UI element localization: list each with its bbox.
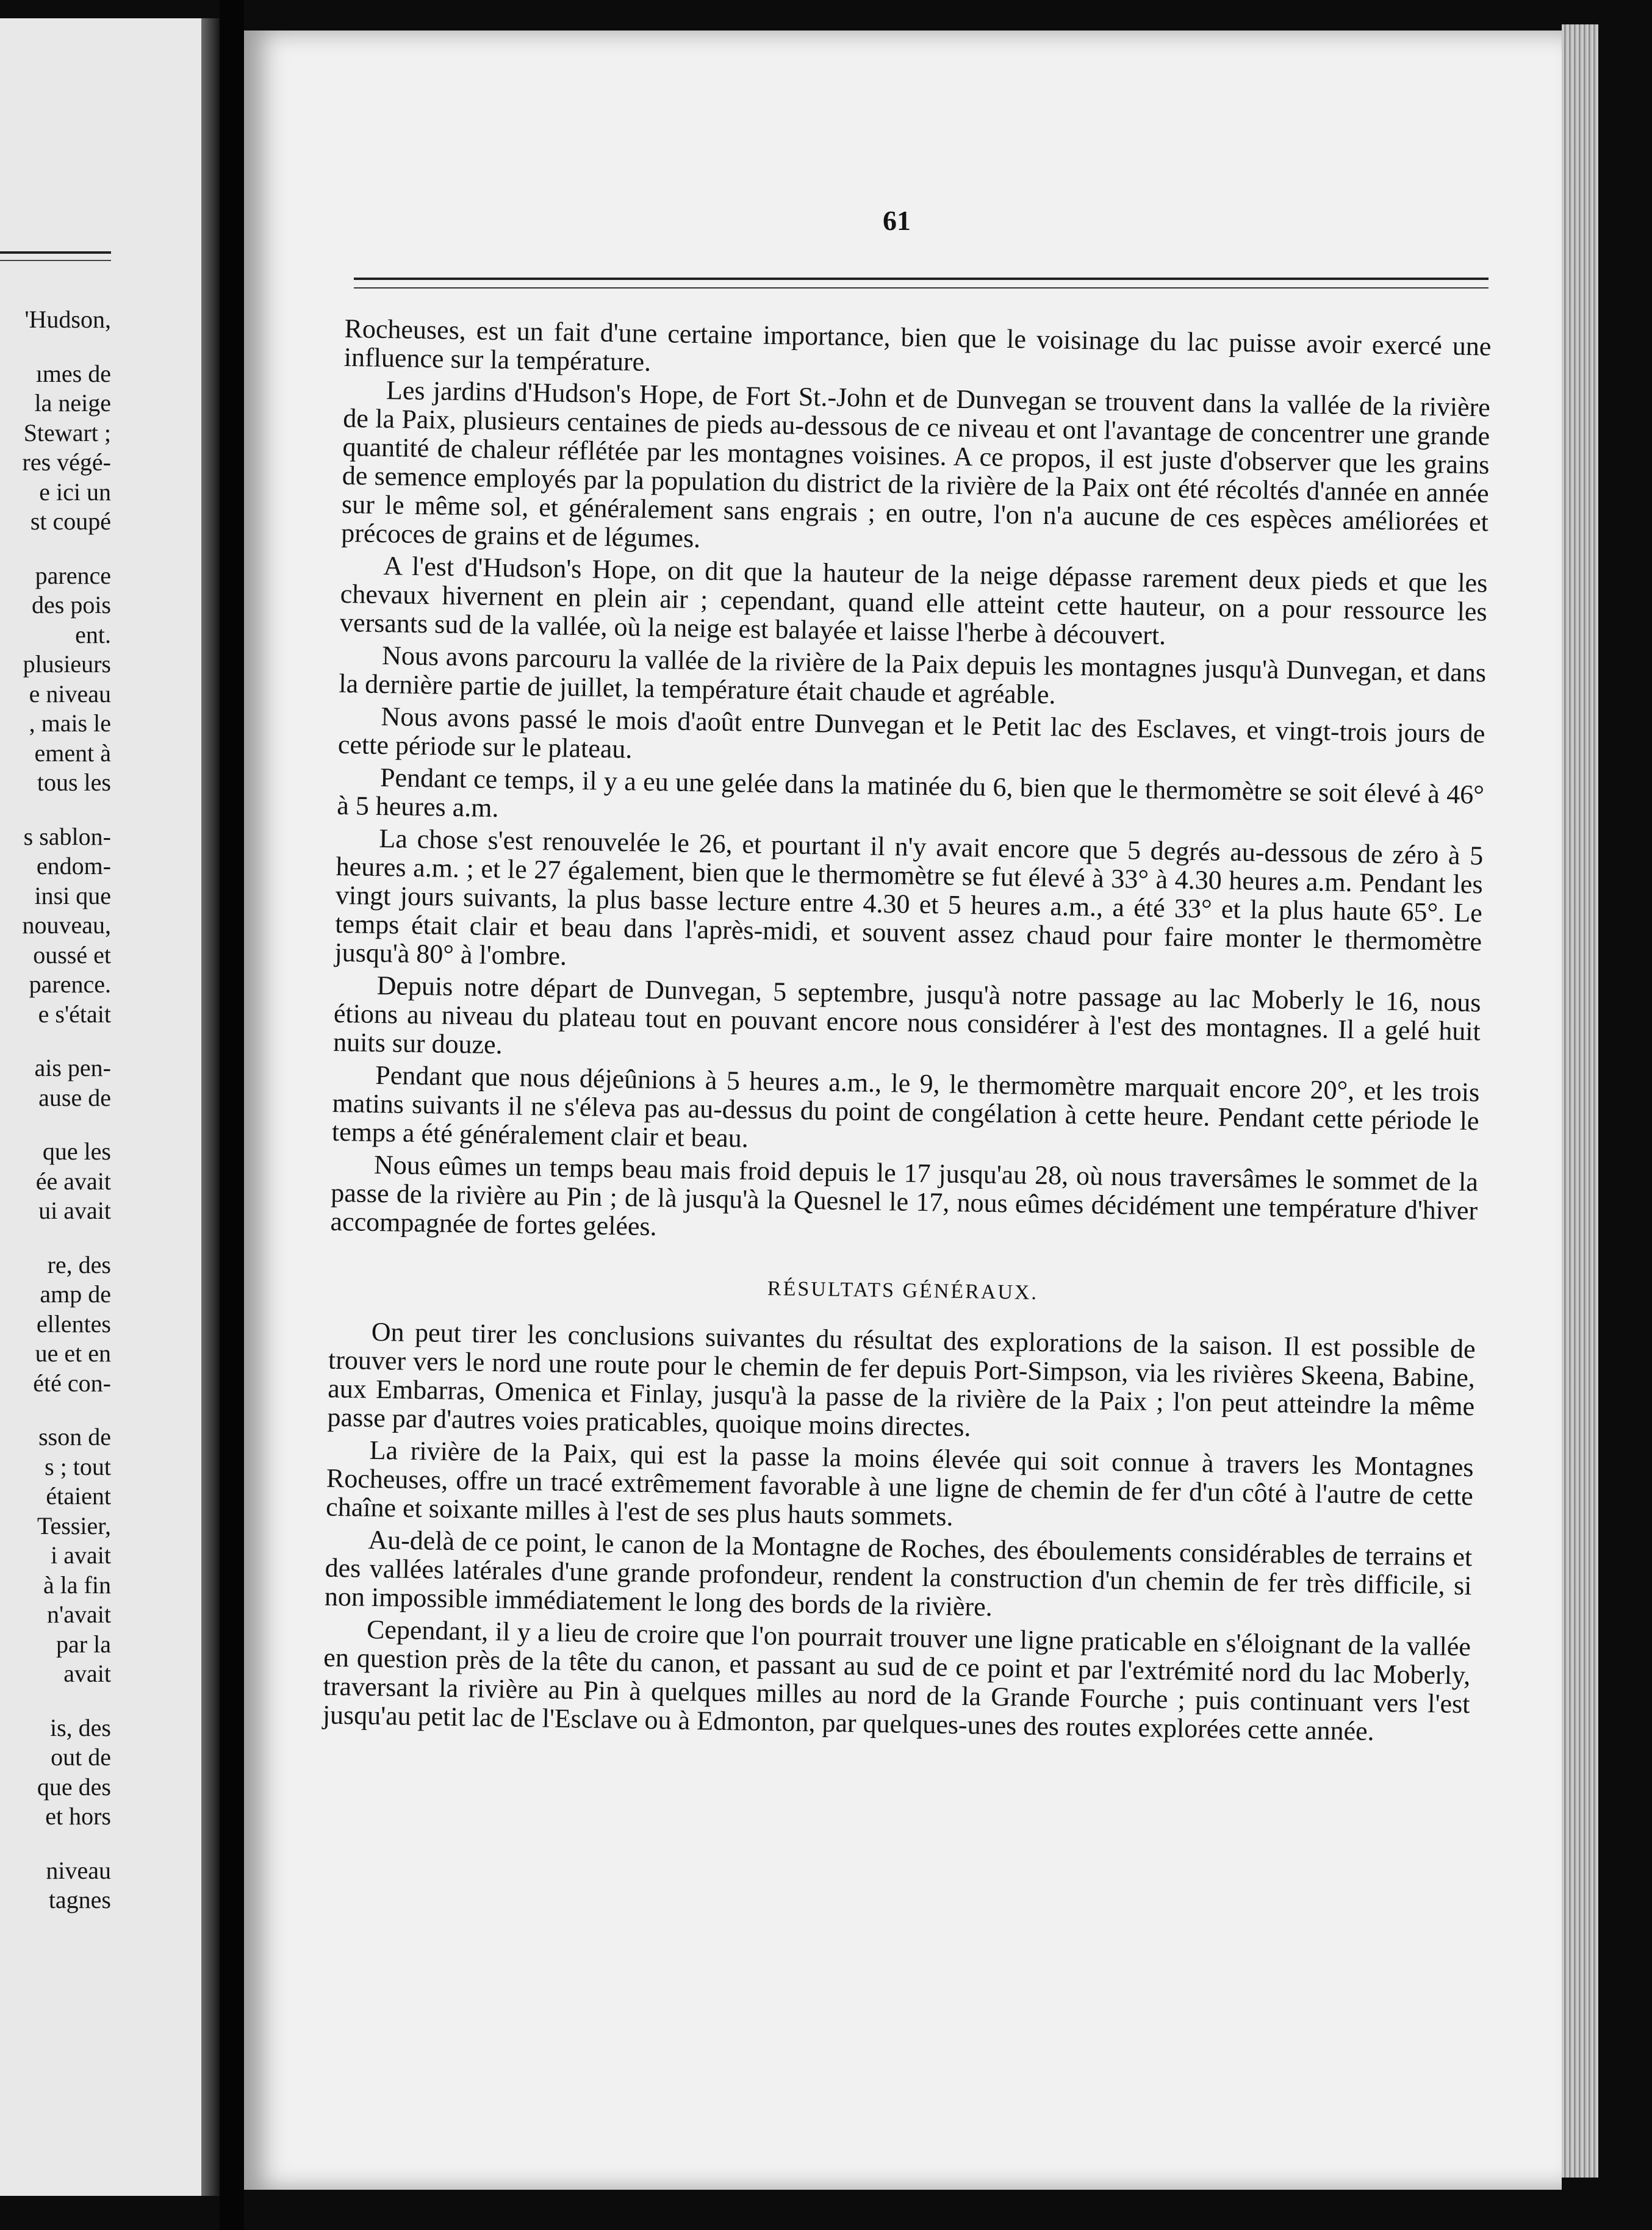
left-page-gap xyxy=(0,1398,111,1422)
left-page-gap xyxy=(0,537,111,561)
left-page-line: 'Hudson, xyxy=(24,306,111,333)
left-page-line: out de xyxy=(51,1743,111,1771)
section-heading: RÉSULTATS GÉNÉRAUX. xyxy=(767,1277,1039,1305)
left-page-line: des pois xyxy=(32,591,111,618)
paragraph-2: Les jardins d'Hudson's Hope, de Fort St.-John et de Dunvegan se trouvent dans la vallée de la rivière de la Paix, plusieurs centaines de pieds au-dessous de ce niveau et ont l'avantage de concentrer une grande quantité de chaleur réflétée par les montagnes voisines. A ce propos, il est juste d'observer que les grains de semence employés par la population du district de la rivière de la Paix ont été récoltés d'année en année sur le même sol, et généralement sans engrais ; en outre, l'on n'a aucune de ces espèces améliorées et précoces de grains et de légumes. xyxy=(340,375,1491,554)
left-page-line: oussé et xyxy=(33,941,111,969)
left-page-line: parence xyxy=(35,561,111,589)
left-page-gap xyxy=(0,335,111,359)
left-page-line: ımes de xyxy=(35,359,111,387)
page-number: 61 xyxy=(883,205,911,236)
left-page-line: sson de xyxy=(38,1423,111,1450)
left-page-gap xyxy=(0,1226,111,1250)
left-page-header-rule xyxy=(0,251,111,261)
paragraph-5: Nous avons passé le mois d'août entre Dunvegan et le Petit lac des Esclaves, et vingt-trois jours de cette période sur le plateau. xyxy=(337,701,1485,764)
left-page-line: Tessier, xyxy=(37,1511,111,1540)
left-page-line: st coupé xyxy=(30,507,111,535)
left-page-line: n'avait xyxy=(47,1601,111,1628)
left-page-line: e ici un xyxy=(39,478,111,506)
main-page xyxy=(244,30,1562,2190)
book-spine xyxy=(220,0,244,2230)
left-facing-page xyxy=(0,18,227,2196)
left-page-line: que les xyxy=(42,1138,111,1165)
left-page-line: endom- xyxy=(36,852,111,880)
paragraph-7: La chose s'est renouvelée le 26, et pourtant il n'y avait encore que 5 degrés au-dessous de zéro à 5 heures a.m. ; et le 27 également, bien que le thermomètre se fut élevé à 33° à 4.30 heures a.m. Pendant les vingt jours suivants, la plus basse lecture entre 4.30 et 5 heures a.m., a été 33° et la plus haute 65°. Le temps était clair et beau dans l'après-midi, et souvent assez chaud pour faire monter le thermomètre jusqu'à 80° à l'ombre. xyxy=(334,823,1484,971)
left-page-line: s ; tout xyxy=(45,1452,111,1480)
left-page-line: avait xyxy=(63,1660,111,1687)
left-page-line: s sablon- xyxy=(23,822,111,850)
left-page-line: ellentes xyxy=(36,1310,111,1338)
left-page-line: plusieurs xyxy=(23,650,111,678)
left-page-line: re, des xyxy=(47,1250,111,1278)
left-page-line: insi que xyxy=(34,881,111,909)
left-page-line: ement à xyxy=(34,739,111,767)
left-page-line: e niveau xyxy=(29,679,111,708)
left-page-line: ue et en xyxy=(35,1339,111,1367)
left-page-text-fragments xyxy=(0,305,111,1915)
left-page-gap xyxy=(0,1113,111,1137)
left-page-line: e s'était xyxy=(38,1000,111,1028)
paragraph-9: Pendant que nous déjeûnions à 5 heures a.m., le 9, le thermomètre marquait encore 20°, et les trois matins suivants il ne s'éleva pas au-dessus du point de congélation à cette heure. Pendant cette période le temps a été généralement clair et beau. xyxy=(331,1059,1480,1153)
left-page-line: été con- xyxy=(33,1369,111,1397)
left-page-line: tagnes xyxy=(48,1886,111,1913)
left-page-gap xyxy=(0,798,111,822)
left-page-line: ui avait xyxy=(38,1197,111,1224)
left-page-line: par la xyxy=(56,1630,111,1658)
left-page-line: que des xyxy=(37,1773,111,1801)
left-page-line: parence. xyxy=(29,970,111,998)
paragraph-4: Nous avons parcouru la vallée de la rivière de la Paix depuis les montagnes jusqu'à Dunvegan, et dans la dernière partie de juillet, la température était chaude et agréable. xyxy=(339,640,1487,710)
paragraph-10: Nous eûmes un temps beau mais froid depuis le 17 jusqu'au 28, où nous traversâmes le sommet de la passe de la rivière au Pin ; de là jusqu'à la Quesnel le 17, nous eûmes décidément une température d'hiver accompagnée de fortes gelées. xyxy=(330,1149,1479,1242)
left-page-line: nouveau, xyxy=(22,911,111,939)
left-page-line: res végé- xyxy=(22,448,111,476)
left-page-line: tous les xyxy=(37,769,111,796)
left-page-line: ause de xyxy=(38,1083,111,1111)
left-page-line: i avait xyxy=(51,1541,111,1569)
left-page-line: la neige xyxy=(34,389,111,417)
left-page-line: amp de xyxy=(40,1280,111,1308)
left-page-gap xyxy=(0,1832,111,1856)
paragraph-3: A l'est d'Hudson's Hope, on dit que la hauteur de la neige dépasse rarement deux pieds et que les chevaux hivernent en plein air ; cependant, quand elle atteint cette hauteur, on a pour ressource les versants sud de la vallée, où la neige est balayée et laisse l'herbe à découvert. xyxy=(339,551,1488,651)
left-page-gap xyxy=(0,1689,111,1713)
body-text xyxy=(322,314,1491,1751)
page-stack-edges xyxy=(1562,24,1598,2178)
left-page-line: étaient xyxy=(46,1482,111,1510)
left-page-gap xyxy=(0,1029,111,1053)
left-page-line: niveau xyxy=(46,1856,111,1884)
paragraph-12: La rivière de la Paix, qui est la passe la moins élevée qui soit connue à travers les Montagnes Rocheuses, offre un tracé extrêmement favorable à une ligne de chemin de fer d'un côté à l'autre de cette chaîne et soixante milles à l'est de ses plus hauts sommets. xyxy=(325,1435,1474,1532)
left-page-line: et hors xyxy=(45,1802,111,1830)
left-page-line: is, des xyxy=(50,1713,111,1741)
paragraph-14: Cependant, il y a lieu de croire que l'on pourrait trouver une ligne praticable en s'éloignant de la vallée en question près de la tête du canon, et passant au sud de ce point et par l'extrémité nord du lac Moberly, traversant la rivière au Pin à quelques milles au nord de la Grande Fourche ; puis continuant vers l'est jusqu'au petit lac de l'Esclave ou à Edmonton, par quelques-unes des routes explorées cette année. xyxy=(322,1614,1471,1746)
paragraph-11: On peut tirer les conclusions suivantes du résultat des explorations de la saison. Il est possible de trouver vers le nord une route pour le chemin de fer depuis Port-Simpson, via les rivières Skeena, Babine, aux Embarras, Omenica et Finlay, jusqu'à la passe de la rivière de la Paix ; l'on peut atteindre la même passe par d'autres voies praticables, quoique moins directes. xyxy=(327,1316,1476,1443)
left-page-line: ée avait xyxy=(35,1167,111,1195)
paragraph-8: Depuis notre départ de Dunvegan, 5 septembre, jusqu'à notre passage au lac Moberly le 16, nous étions au niveau du plateau tout en pouvant encore nous considérer à l'est des montagnes. Il a gelé huit nuits sur douze. xyxy=(332,970,1481,1060)
paragraph-13: Au-delà de ce point, le canon de la Montagne de Roches, des éboulements considérables de terrains et des vallées latérales d'une grande profondeur, rendent la construction d'un chemin de fer très difficile, si non impossible immédiatement le long des bords de la rivière. xyxy=(324,1524,1473,1622)
left-page-line: , mais le xyxy=(29,709,111,737)
paragraph-6: Pendant ce temps, il y a eu une gelée dans la matinée du 6, bien que le thermomètre se soit élevé à 46° à 5 heures a.m. xyxy=(336,762,1485,823)
left-page-line: ais pen- xyxy=(34,1054,111,1081)
left-page-line: Stewart ; xyxy=(23,418,111,446)
left-page-line: à la fin xyxy=(43,1571,111,1599)
header-rule xyxy=(354,278,1489,289)
left-page-line: ent. xyxy=(75,620,111,648)
paragraph-1: Rocheuses, est un fait d'une certaine importance, bien que le voisinage du lac puisse avoir exercé une influence sur la température. xyxy=(343,314,1492,377)
